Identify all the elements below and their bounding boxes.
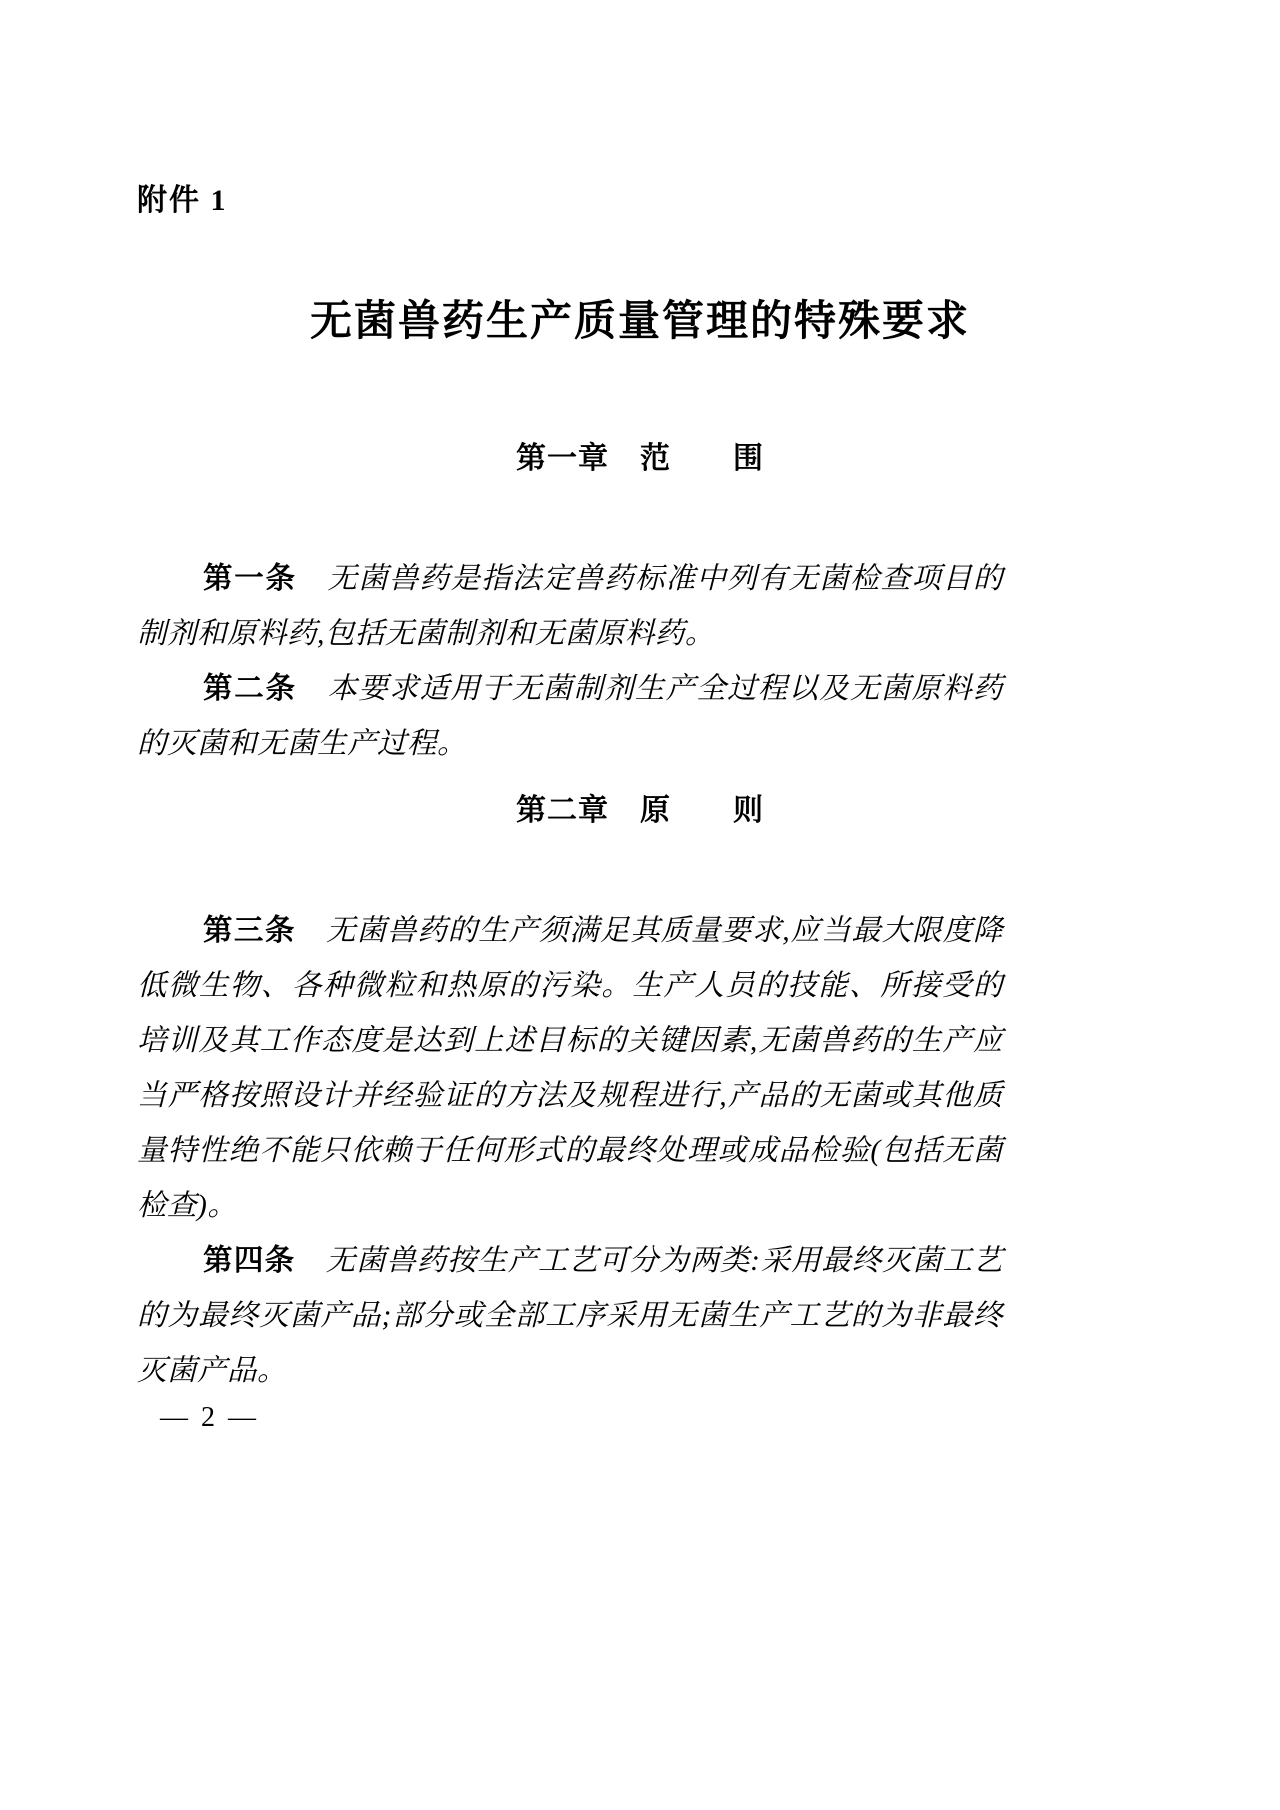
page-number: — 2 — (160, 1402, 259, 1433)
article-label-4: 第四条 (203, 1243, 296, 1277)
chapter-heading-1: 第一章 范 围 (516, 442, 764, 475)
article-label-3: 第三条 (203, 913, 296, 947)
attachment-label: 附件 1 (137, 184, 228, 217)
article-text-2: 本要求适用于无菌制剂生产全过程以及无菌原料药的灭菌和无菌生产过程。 (137, 672, 1003, 760)
article-label-2: 第二条 (203, 671, 297, 705)
chapter-heading-2: 第二章 原 则 (516, 794, 764, 827)
article-text-4: 无菌兽药按生产工艺可分为两类:采用最终灭菌工艺的为最终灭菌产品;部分或全部工序采用无菌生产工艺的为非最终灭菌产品。 (137, 1244, 1003, 1387)
article-paragraph-3 (137, 903, 1003, 1234)
article-text-3: 无菌兽药的生产须满足其质量要求,应当最大限度降低微生物、各种微粒和热原的污染。生产人员的技能、所接受的培训及其工作态度是达到上述目标的关键因素,无菌兽药的生产应当严格按照设计并经验证的方法及规程进行,产品的无菌或其他质量特性绝不能只依赖于任何形式的最终处理或成品检验(包括无菌检查)。 (137, 914, 1003, 1222)
article-paragraph-1 (137, 551, 1003, 662)
article-paragraph-2 (137, 661, 1003, 772)
article-paragraph-4 (137, 1233, 1003, 1399)
article-label-1: 第一条 (203, 561, 297, 595)
article-text-1: 无菌兽药是指法定兽药标准中列有无菌检查项目的制剂和原料药,包括无菌制剂和无菌原料药。 (137, 562, 1003, 650)
page-title: 无菌兽药生产质量管理的特殊要求 (309, 299, 970, 345)
